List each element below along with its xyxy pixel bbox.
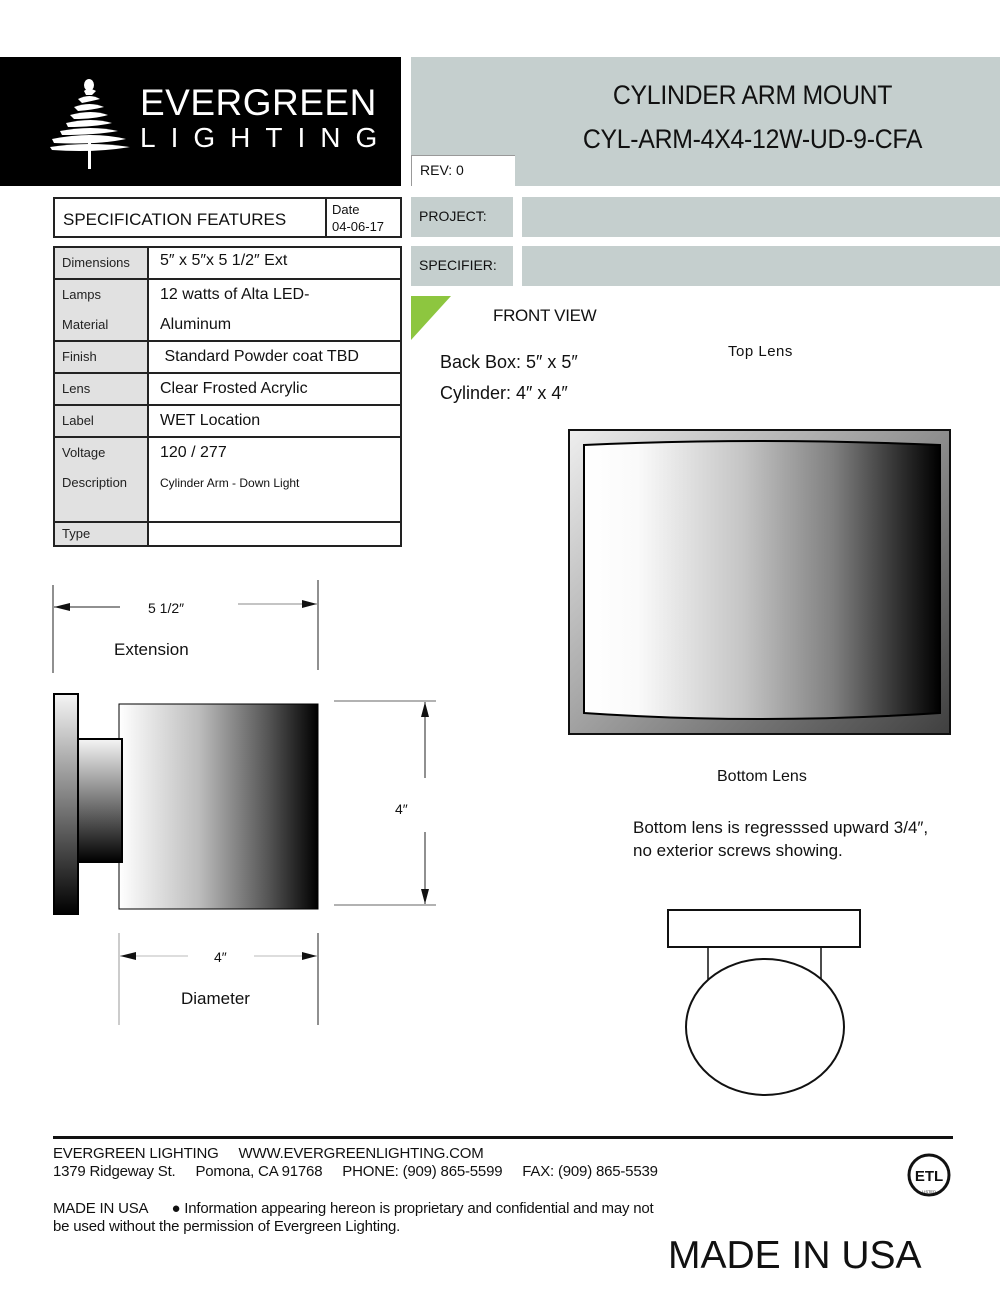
footer-phone: PHONE: (909) 865-5599 xyxy=(342,1163,503,1180)
spec-value: Aluminum xyxy=(160,316,232,333)
spec-header xyxy=(53,197,402,238)
date-cell xyxy=(325,199,400,236)
date-label: Date xyxy=(332,202,360,217)
bottom-lens-label: Bottom Lens xyxy=(717,768,807,785)
spec-value-cell xyxy=(148,437,401,522)
spec-label: Lens xyxy=(62,381,91,396)
bottom-note-line1: Bottom lens is regresssed upward 3/4″, xyxy=(633,818,929,837)
footer-divider xyxy=(53,1136,953,1139)
specifier-label: SPECIFIER: xyxy=(411,246,513,286)
footer-disclaimer-line2: be used without the permission of Evergreen Lighting. xyxy=(53,1218,401,1235)
table-row xyxy=(54,341,401,373)
spec-label-cell xyxy=(54,522,148,546)
made-in-usa-banner: MADE IN USA xyxy=(668,1234,922,1277)
spec-label-cell xyxy=(54,437,148,522)
extension-value: 5 1/2″ xyxy=(148,600,185,616)
front-view-heading: FRONT VIEW xyxy=(493,306,597,325)
spec-label-cell xyxy=(54,373,148,405)
spec-label: Dimensions xyxy=(62,255,130,270)
svg-text:ETL: ETL xyxy=(914,1168,944,1185)
spec-label: Finish xyxy=(62,349,97,364)
table-row xyxy=(54,437,401,522)
spec-label-cell xyxy=(54,247,148,279)
spec-label-cell xyxy=(54,279,148,341)
footer-company: EVERGREEN LIGHTING xyxy=(53,1145,219,1162)
spec-value-cell[interactable] xyxy=(148,522,401,546)
footer-address-line xyxy=(53,1163,658,1180)
bottom-note-line2: no exterior screws showing. xyxy=(633,841,843,860)
table-row xyxy=(54,405,401,437)
spec-value-cell xyxy=(148,405,401,437)
cylinder-dimension: Cylinder: 4″ x 4″ xyxy=(440,383,568,403)
svg-text:LISTED: LISTED xyxy=(921,1189,937,1194)
footer-made-in: MADE IN USA xyxy=(53,1200,148,1217)
front-view-cylinder-drawing xyxy=(568,429,951,735)
footer-fax: FAX: (909) 865-5539 xyxy=(522,1163,658,1180)
table-row xyxy=(54,279,401,341)
brand-name-evergreen: EVERGREEN xyxy=(140,82,377,123)
product-name: CYLINDER ARM MOUNT xyxy=(612,80,893,110)
spec-value-cell xyxy=(148,279,401,341)
spec-label-cell xyxy=(54,405,148,437)
spec-value: Cylinder Arm - Down Light xyxy=(160,476,300,490)
specifier-field[interactable] xyxy=(522,246,1000,286)
spec-value-cell xyxy=(148,247,401,279)
spec-value: WET Location xyxy=(160,412,261,429)
evergreen-tree-icon xyxy=(48,77,132,171)
etl-listed-icon xyxy=(905,1152,953,1198)
spec-value: 120 / 277 xyxy=(160,444,227,461)
spec-label-cell xyxy=(54,341,148,373)
footer-website[interactable]: WWW.EVERGREENLIGHTING.COM xyxy=(238,1145,484,1162)
top-lens-label: Top Lens xyxy=(728,343,793,360)
model-number: CYL-ARM-4X4-12W-UD-9-CFA xyxy=(582,124,923,154)
revision-box: REV: 0 xyxy=(411,155,515,186)
spec-value: Clear Frosted Acrylic xyxy=(160,380,308,397)
spec-table xyxy=(53,246,402,547)
accent-triangle-icon xyxy=(411,296,451,340)
date-value: 04-06-17 xyxy=(332,219,385,234)
spec-heading: SPECIFICATION FEATURES xyxy=(63,210,287,229)
height-value: 4″ xyxy=(395,801,408,817)
spec-label: Description xyxy=(62,475,128,490)
table-row xyxy=(54,247,401,279)
spec-label: Label xyxy=(62,413,94,428)
footer-disclaimer: Information appearing hereon is proprietary and confidential and may not xyxy=(184,1200,654,1217)
spec-value: 12 watts of Alta LED- xyxy=(160,286,310,303)
bottom-view-drawing xyxy=(660,900,870,1100)
spec-label: Lamps xyxy=(62,287,102,302)
project-field[interactable] xyxy=(522,197,1000,237)
footer-address: 1379 Ridgeway St. xyxy=(53,1163,176,1180)
table-row xyxy=(54,522,401,546)
footer-disclaimer-line1 xyxy=(53,1200,654,1217)
extension-label: Extension xyxy=(114,640,189,659)
spec-value-cell xyxy=(148,373,401,405)
bottom-lens-note xyxy=(633,816,928,862)
footer-company-line xyxy=(53,1145,484,1162)
spec-value-cell xyxy=(148,341,401,373)
spec-label: Voltage xyxy=(62,445,106,460)
brand-logo-block xyxy=(0,57,401,186)
spec-value: 5″ x 5″x 5 1/2″ Ext xyxy=(160,252,288,269)
diameter-value: 4″ xyxy=(214,949,227,965)
project-label: PROJECT: xyxy=(411,197,513,237)
spec-value xyxy=(160,523,400,545)
spec-label: Type xyxy=(62,526,91,541)
bullet-icon: ● xyxy=(171,1200,181,1217)
diameter-label: Diameter xyxy=(181,989,250,1008)
table-row xyxy=(54,373,401,405)
spec-value: Standard Powder coat TBD xyxy=(160,348,359,365)
brand-name-lighting: LIGHTING xyxy=(140,122,393,153)
footer-city: Pomona, CA 91768 xyxy=(195,1163,323,1180)
back-box-dimension: Back Box: 5″ x 5″ xyxy=(440,352,578,372)
spec-label: Material xyxy=(62,317,109,332)
